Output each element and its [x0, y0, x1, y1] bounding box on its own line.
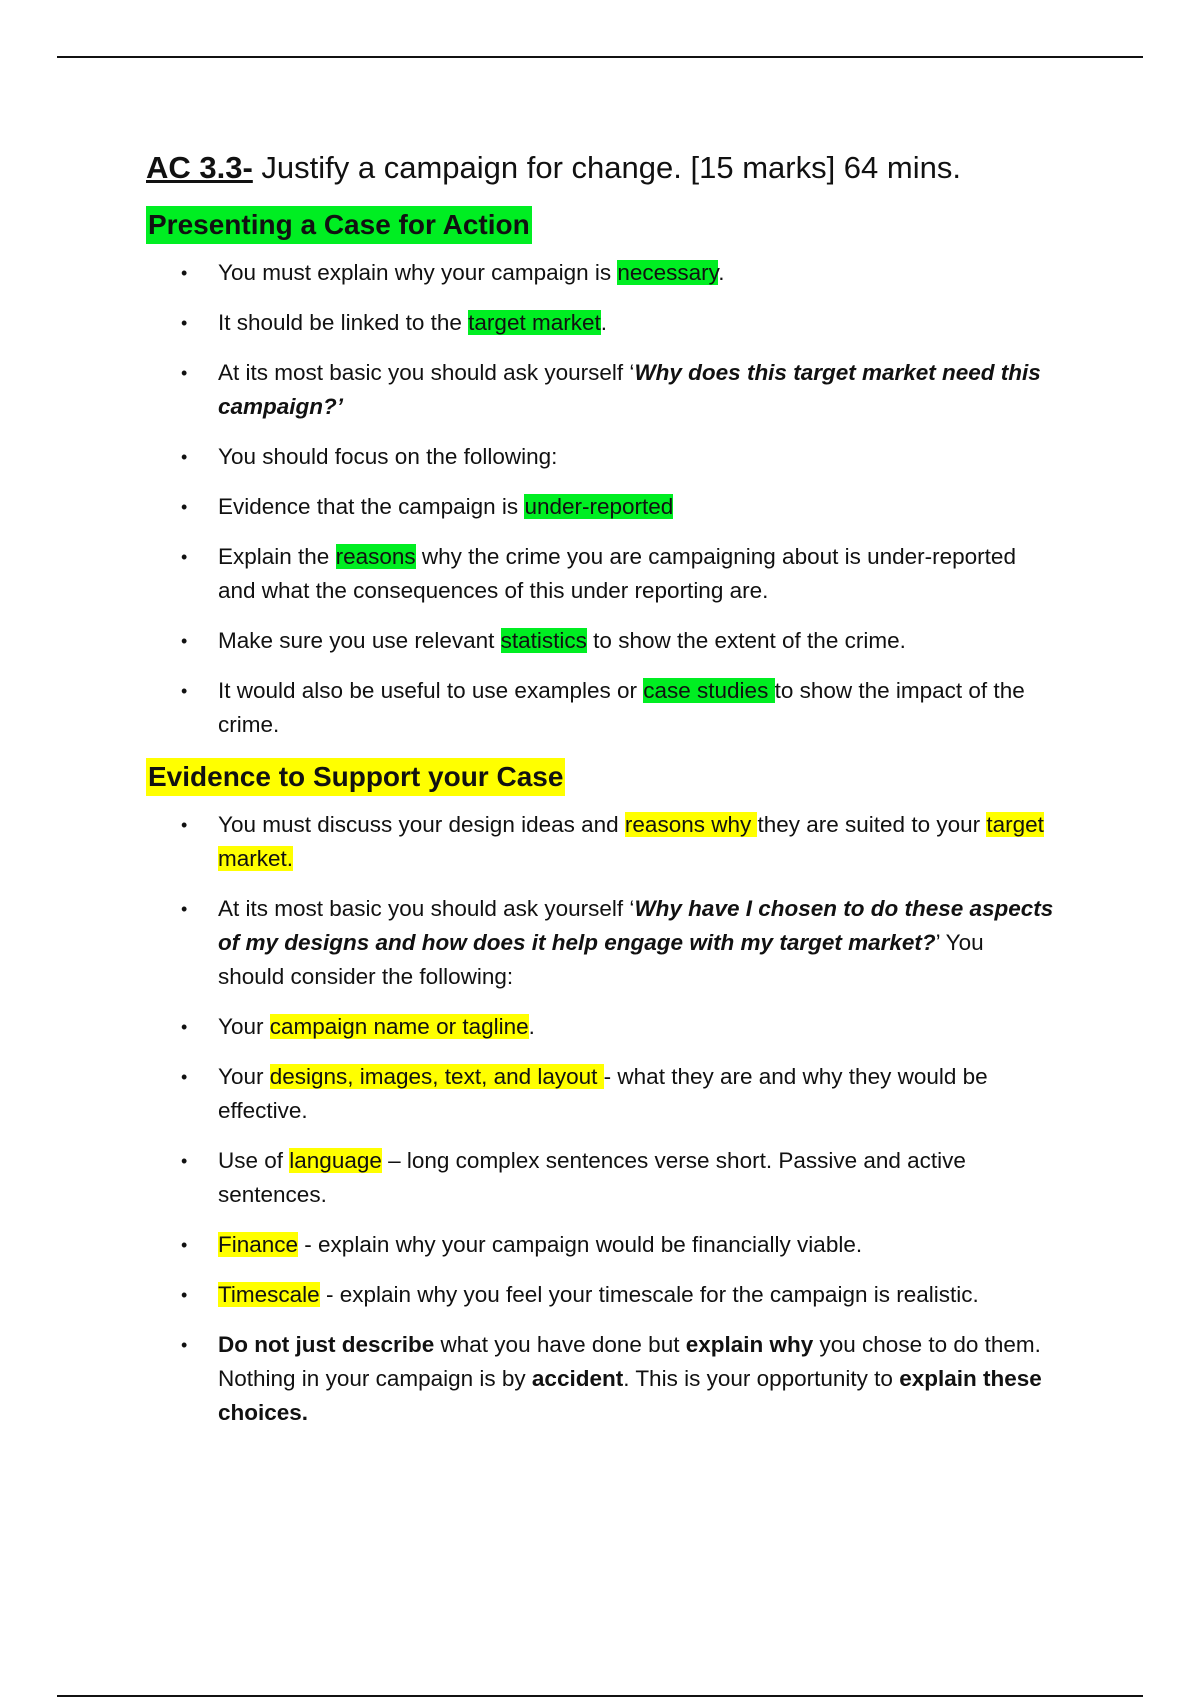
item-text: At its most basic you should ask yourself ‘ — [218, 896, 635, 921]
bullet-icon: • — [181, 681, 188, 701]
bullet-icon: • — [181, 497, 188, 517]
item-text: they are suited to your — [757, 812, 987, 837]
list-item — [146, 1060, 1054, 1128]
bullet-icon: • — [181, 1017, 188, 1037]
section-heading-evidence: Evidence to Support your Case — [146, 758, 565, 796]
highlight-keyword: designs, images, text, and layout — [269, 1064, 604, 1089]
bullet-icon: • — [181, 899, 188, 919]
item-text: Make sure you use relevant — [218, 628, 501, 653]
list-item — [146, 808, 1054, 876]
highlight-keyword: target market. — [218, 812, 1044, 871]
list-item — [146, 440, 1054, 474]
list-item — [146, 1328, 1054, 1430]
item-text: Explain the — [218, 544, 336, 569]
item-text: you chose to do them. Nothing in your campaign is by — [218, 1332, 1041, 1391]
item-text: Your — [218, 1014, 270, 1039]
item-text: Use of — [218, 1148, 290, 1173]
item-text: to show the impact of the crime. — [218, 678, 1025, 737]
item-text: to show the extent of the crime. — [586, 628, 906, 653]
bold-text: accident — [531, 1366, 624, 1391]
emphasis-question: Why does this target market need this campaign?’ — [218, 360, 1041, 419]
item-text: Your — [218, 1064, 270, 1089]
item-text: why the crime you are campaigning about is under-reported and what the consequences of this under reporting are. — [218, 544, 1016, 603]
list-item — [146, 1010, 1054, 1044]
section-2-list — [146, 808, 1066, 1430]
highlight-keyword: under-reported — [524, 494, 674, 519]
item-text: At its most basic you should ask yourself ‘ — [218, 360, 635, 385]
highlight-keyword: reasons why — [624, 812, 758, 837]
item-text: – long complex sentences verse short. Passive and active sentences. — [218, 1148, 966, 1207]
item-text: You must explain why your campaign is — [218, 260, 618, 285]
highlight-keyword: Timescale — [218, 1282, 320, 1307]
list-item — [146, 1144, 1054, 1212]
list-item — [146, 892, 1054, 994]
document-body — [146, 146, 1066, 1446]
list-item — [146, 490, 1054, 524]
highlight-keyword: campaign name or tagline — [269, 1014, 529, 1039]
item-text: - explain why your campaign would be financially viable. — [298, 1232, 863, 1257]
page-title — [146, 146, 1066, 190]
bullet-icon: • — [181, 313, 188, 333]
bottom-rule — [57, 1695, 1143, 1697]
bullet-icon: • — [181, 263, 188, 283]
bullet-icon: • — [181, 631, 188, 651]
list-item — [146, 1278, 1054, 1312]
title-prefix: AC 3.3- — [146, 150, 253, 185]
item-text: ’ You should consider the following: — [218, 930, 984, 989]
highlight-keyword: statistics — [500, 628, 587, 653]
bullet-icon: • — [181, 1151, 188, 1171]
item-text: . This is your opportunity to — [623, 1366, 900, 1391]
item-text: - explain why you feel your timescale for the campaign is realistic. — [319, 1282, 979, 1307]
item-text: . — [600, 310, 607, 335]
list-item — [146, 674, 1054, 742]
item-text: - what they are and why they would be effective. — [218, 1064, 988, 1123]
item-text: You must discuss your design ideas and — [218, 812, 625, 837]
bullet-icon: • — [181, 1067, 188, 1087]
item-text: It would also be useful to use examples or — [218, 678, 644, 703]
bold-text: explain why — [685, 1332, 814, 1357]
bullet-icon: • — [181, 447, 188, 467]
title-text: Justify a campaign for change. [15 marks] 64 mins. — [252, 150, 961, 185]
list-item — [146, 1228, 1054, 1262]
bullet-icon: • — [181, 1235, 188, 1255]
item-text: It should be linked to the — [218, 310, 469, 335]
highlight-keyword: target market — [468, 310, 601, 335]
highlight-keyword: case studies — [643, 678, 775, 703]
section-heading-presenting-case: Presenting a Case for Action — [146, 206, 532, 244]
highlight-keyword: language — [289, 1148, 382, 1173]
emphasis-question: Why have I chosen to do these aspects of my designs and how does it help engage with my target market? — [218, 896, 1054, 955]
section-2-heading-wrap — [146, 758, 1066, 796]
bullet-icon: • — [181, 363, 188, 383]
list-item — [146, 624, 1054, 658]
bold-text: explain these choices. — [218, 1366, 1042, 1425]
bullet-icon: • — [181, 1335, 188, 1355]
section-1-heading-wrap — [146, 206, 1066, 244]
highlight-keyword: necessary — [617, 260, 719, 285]
item-text: what you have done but — [434, 1332, 686, 1357]
top-rule — [57, 56, 1143, 58]
bullet-icon: • — [181, 547, 188, 567]
item-text: . — [528, 1014, 535, 1039]
section-1-list — [146, 256, 1066, 742]
bold-text: Do not just describe — [218, 1332, 435, 1357]
item-text: You should focus on the following: — [218, 444, 558, 469]
list-item — [146, 256, 1054, 290]
bullet-icon: • — [181, 815, 188, 835]
list-item — [146, 540, 1054, 608]
highlight-keyword: reasons — [335, 544, 416, 569]
list-item — [146, 356, 1054, 424]
item-text: Evidence that the campaign is — [218, 494, 525, 519]
item-text: . — [718, 260, 725, 285]
list-item — [146, 306, 1054, 340]
highlight-keyword: Finance — [218, 1232, 299, 1257]
bullet-icon: • — [181, 1285, 188, 1305]
